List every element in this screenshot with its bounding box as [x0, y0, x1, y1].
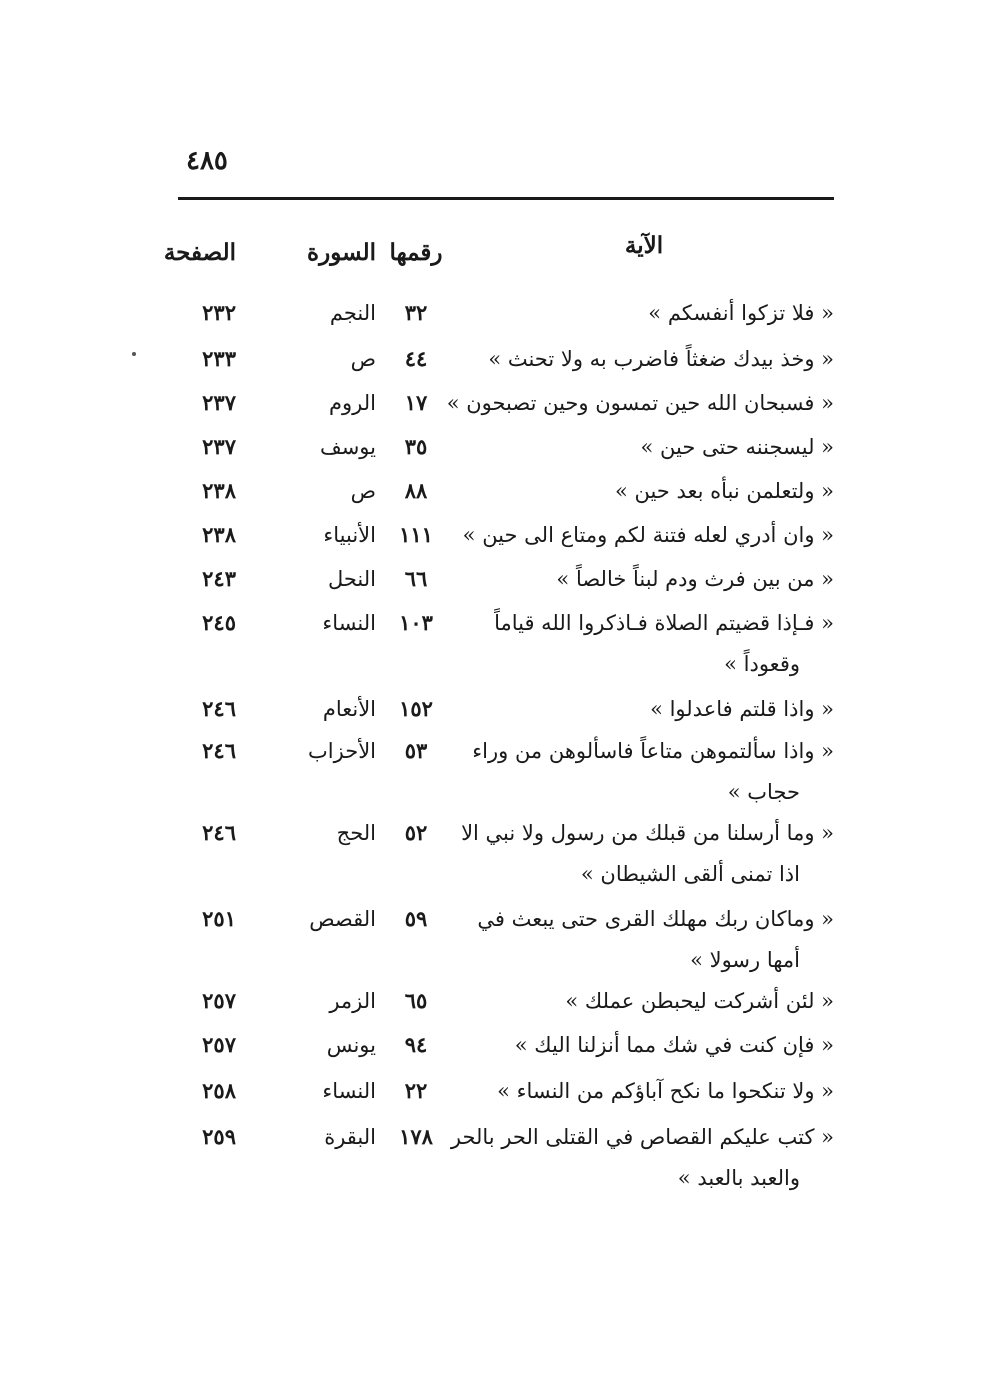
header-rule [178, 197, 834, 200]
verse-text: « وان أدري لعله فتنة لكم ومتاع الى حين » [462, 523, 834, 547]
page-ref: ٢٥٧ [202, 988, 236, 1013]
verse-number: ١٧٨ [399, 1124, 433, 1149]
surah-name: يونس [326, 1033, 376, 1057]
verse-continuation: أمها رسولا » [690, 948, 800, 972]
verse-number: ٦٥ [404, 988, 428, 1013]
verse-text: « واذا قلتم فاعدلوا » [650, 697, 834, 721]
verse-number: ١٥٢ [399, 696, 433, 721]
verse-text: « وخذ بيدك ضغثاً فاضرب به ولا تحنث » [488, 347, 834, 371]
verse-number: ٥٩ [404, 906, 428, 931]
verse-text: « واذا سألتموهن متاعاً فاسألوهن من وراء [472, 739, 834, 763]
verse-text: « فـإذا قضيتم الصلاة فـاذكروا الله قياماً [494, 611, 834, 635]
verse-cell [446, 382, 834, 424]
verse-number: ٣٥ [404, 434, 428, 459]
verse-cell [454, 688, 834, 730]
surah-name: الحج [336, 821, 376, 845]
verse-cell [454, 980, 834, 1022]
page-ref: ٢٥٩ [202, 1124, 236, 1149]
surah-name: يوسف [319, 435, 376, 459]
verse-continuation: والعبد بالعبد » [677, 1166, 800, 1190]
verse-number: ١٧ [404, 390, 428, 415]
page-ref: ٢٤٥ [202, 610, 236, 635]
page-ref: ٢٣٧ [202, 434, 236, 459]
verse-cell [454, 514, 834, 556]
verse-cell [450, 1116, 834, 1198]
verse-text: « فسبحان الله حين تمسون وحين تصبحون » [446, 391, 834, 415]
header-verse: الآية [624, 232, 664, 259]
verse-number: ٤٤ [404, 346, 428, 371]
verse-number: ١٠٣ [399, 610, 433, 635]
verse-cell [454, 558, 834, 600]
surah-name: الروم [329, 391, 376, 415]
verse-text: « وماكان ربك مهلك القرى حتى يبعث في [477, 907, 834, 931]
verse-continuation: اذا تمنى ألقى الشيطان » [580, 862, 800, 886]
verse-text: « ليسجننه حتى حين » [640, 435, 834, 459]
verse-cell [454, 812, 834, 894]
verse-cell [454, 426, 834, 468]
verse-number: ٨٨ [404, 478, 428, 503]
verse-text: « كتب عليكم القصاص في القتلى الحر بالحر [450, 1125, 834, 1149]
verse-number: ٣٢ [404, 300, 428, 325]
verse-text: « لئن أشركت ليحبطن عملك » [565, 989, 834, 1013]
surah-name: ص [350, 347, 376, 371]
verse-cell [454, 1070, 834, 1112]
verse-cell [454, 470, 834, 512]
surah-name: النساء [322, 611, 376, 635]
page-ref: ٢٤٦ [202, 696, 236, 721]
verse-text: « من بين فرث ودم لبناً خالصاً » [556, 567, 834, 591]
surah-name: ص [350, 479, 376, 503]
verse-text: « ولتعلمن نبأه بعد حين » [614, 479, 834, 503]
page-ref: ٢٤٦ [202, 820, 236, 845]
verse-cell [454, 602, 834, 684]
page-ref: ٢٣٨ [202, 522, 236, 547]
verse-text: « وما أرسلنا من قبلك من رسول ولا نبي الا [461, 821, 834, 845]
page-ref: ٢٣٢ [202, 300, 236, 325]
verse-number: ٦٦ [404, 566, 428, 591]
page-ref: ٢٥٨ [202, 1078, 236, 1103]
surah-name: النجم [329, 301, 376, 325]
verse-number: ١١١ [399, 522, 433, 547]
header-page: الصفحة [163, 239, 236, 266]
page-number: ٤٨٥ [186, 146, 228, 176]
verse-cell [454, 898, 834, 980]
table-header [163, 232, 834, 272]
verse-number: ٢٢ [404, 1078, 428, 1103]
surah-name: الأحزاب [308, 739, 376, 763]
page-ref: ٢٤٦ [202, 738, 236, 763]
verse-text: « ولا تنكحوا ما نكح آباؤكم من النساء » [497, 1079, 834, 1103]
header-number: رقمها [389, 239, 443, 266]
verse-cell [454, 292, 834, 334]
surah-name: البقرة [324, 1125, 376, 1149]
surah-name: الأنبياء [323, 523, 376, 547]
verse-cell [454, 730, 834, 812]
surah-name: الزمر [329, 989, 376, 1013]
surah-name: الأنعام [322, 697, 376, 721]
verse-continuation: وقعوداً » [724, 652, 800, 676]
surah-name: القصص [309, 907, 376, 931]
margin-speck [132, 352, 136, 356]
surah-name: النحل [327, 567, 376, 591]
verse-number: ٩٤ [404, 1032, 428, 1057]
page-ref: ٢٤٣ [202, 566, 236, 591]
header-surah: السورة [307, 239, 376, 266]
verse-continuation: حجاب » [727, 780, 800, 804]
verse-number: ٥٢ [404, 820, 428, 845]
verse-number: ٥٣ [404, 738, 428, 763]
page-ref: ٢٥١ [202, 906, 236, 931]
verse-text: « فإن كنت في شك مما أنزلنا اليك » [514, 1033, 834, 1057]
page-ref: ٢٥٧ [202, 1032, 236, 1057]
page-ref: ٢٣٧ [202, 390, 236, 415]
verse-cell [454, 1024, 834, 1066]
verse-text: « فلا تزكوا أنفسكم » [648, 301, 834, 325]
page-ref: ٢٣٨ [202, 478, 236, 503]
verse-cell [454, 338, 834, 380]
surah-name: النساء [322, 1079, 376, 1103]
page-ref: ٢٣٣ [202, 346, 236, 371]
